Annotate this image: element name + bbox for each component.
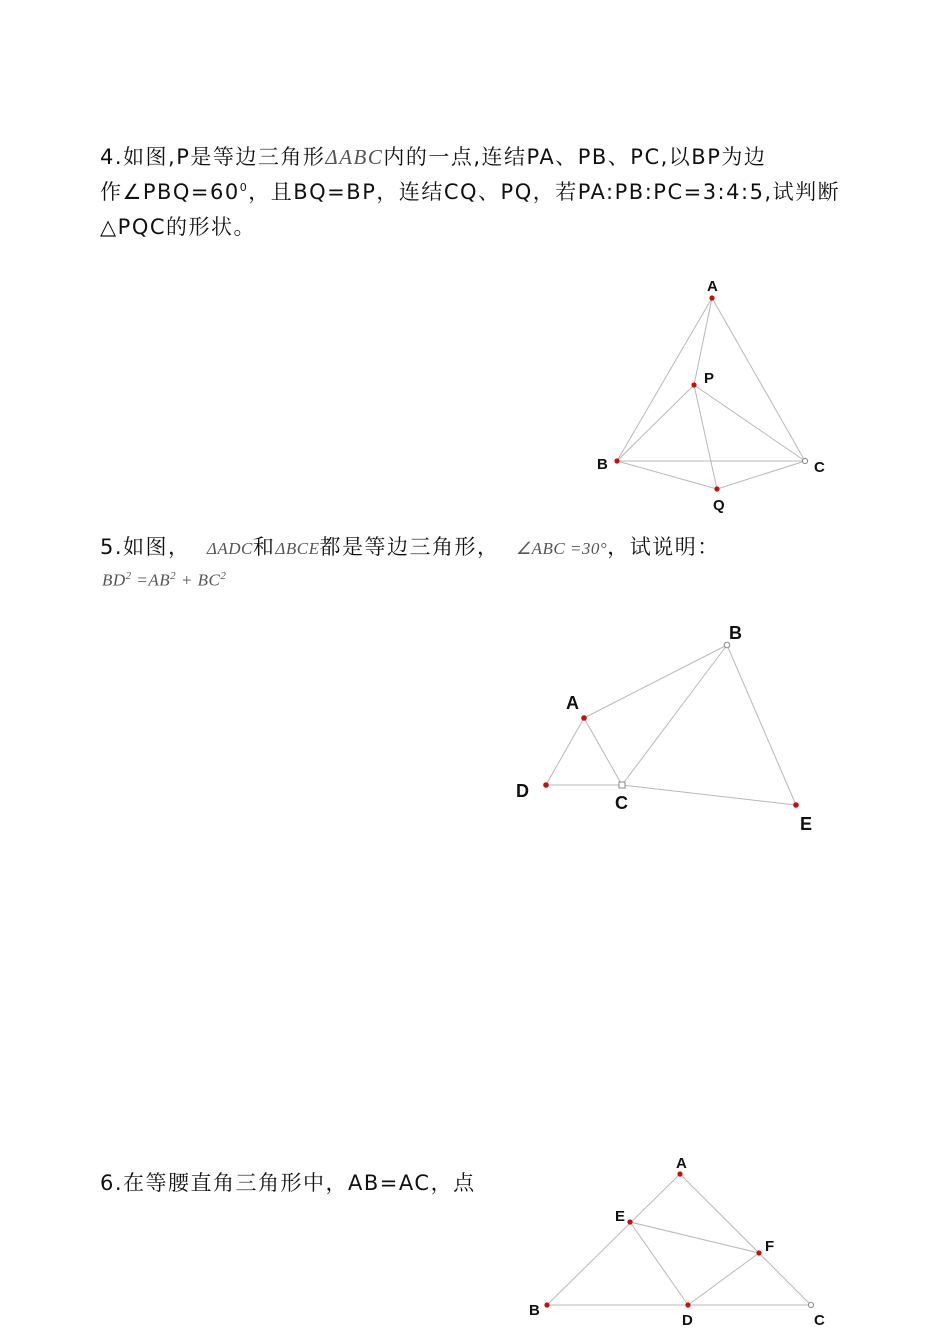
p6-point-d [685, 1302, 690, 1307]
p4-label-q: Q [713, 497, 725, 514]
p6-edge-fd [688, 1253, 759, 1305]
problem6-line1: 6.在等腰直角三角形中，AB=AC，点 [100, 1171, 476, 1195]
p6-point-f [756, 1250, 761, 1255]
p6-point-e [627, 1219, 632, 1224]
p6-label-b: B [529, 1302, 540, 1319]
p5-label-c: C [615, 793, 628, 813]
problem4-line2-text-a: 作∠PBQ=60 [100, 180, 240, 204]
problem4-math-triangle-abc: ΔABC [325, 145, 384, 169]
p5-label-d: D [516, 781, 529, 801]
p4-label-c: C [814, 459, 825, 476]
formula-sup-3: 2 [220, 570, 227, 582]
p6-edge-ab [547, 1174, 680, 1305]
p6-edge-ed [630, 1222, 688, 1305]
problem5-line1-text-b: 和 [252, 535, 276, 559]
p6-label-a: A [676, 1155, 687, 1172]
problem5-math-triangle-adc: ΔADC [206, 539, 253, 558]
p6-label-e: E [615, 1208, 626, 1225]
p6-label-c: C [814, 1312, 825, 1329]
formula-sup-1: 2 [125, 570, 132, 582]
problem5-line1-text-d: ，试说明： [607, 535, 720, 559]
p6-point-b [544, 1302, 549, 1307]
p4-label-a: A [707, 278, 718, 295]
formula-bd: BD [102, 570, 126, 590]
formula-bc: + BC [176, 570, 221, 590]
p4-label-b: B [597, 456, 608, 473]
problem5-math-angle-abc: ∠ABC =30° [515, 539, 608, 558]
p6-label-d: D [682, 1312, 693, 1329]
problem5-line1-text-c: 都是等边三角形， [319, 535, 500, 559]
p5-label-b: B [729, 623, 742, 643]
p6-label-f: F [765, 1238, 775, 1255]
formula-sup-2: 2 [170, 570, 177, 582]
p6-point-a [677, 1171, 682, 1176]
problem4-line1-text-a: 4.如图,P是等边三角形 [100, 145, 326, 169]
p6-point-c [808, 1302, 813, 1307]
p4-label-p: P [704, 370, 715, 387]
problem4-line3: △PQC的形状。 [100, 215, 257, 239]
p5-label-e: E [800, 814, 813, 834]
problem5-line1-text-a: 5.如图， [100, 535, 191, 559]
p6-edge-ac [680, 1174, 811, 1305]
p6-edge-ef [630, 1222, 759, 1253]
problem4-line1-text-b: 内的一点,连结PA、PB、PC,以BP为边 [383, 145, 767, 169]
problem5-math-triangle-bce: ΔBCE [275, 539, 320, 558]
p5-label-a: A [566, 693, 579, 713]
formula-ab: =AB [131, 570, 171, 590]
problem4-line2-text-b: ，且BQ=BP，连结CQ、PQ，若PA:PB:PC=3:4:5,试判断 [248, 180, 841, 204]
problem4-degree-sup: 0 [239, 181, 249, 194]
